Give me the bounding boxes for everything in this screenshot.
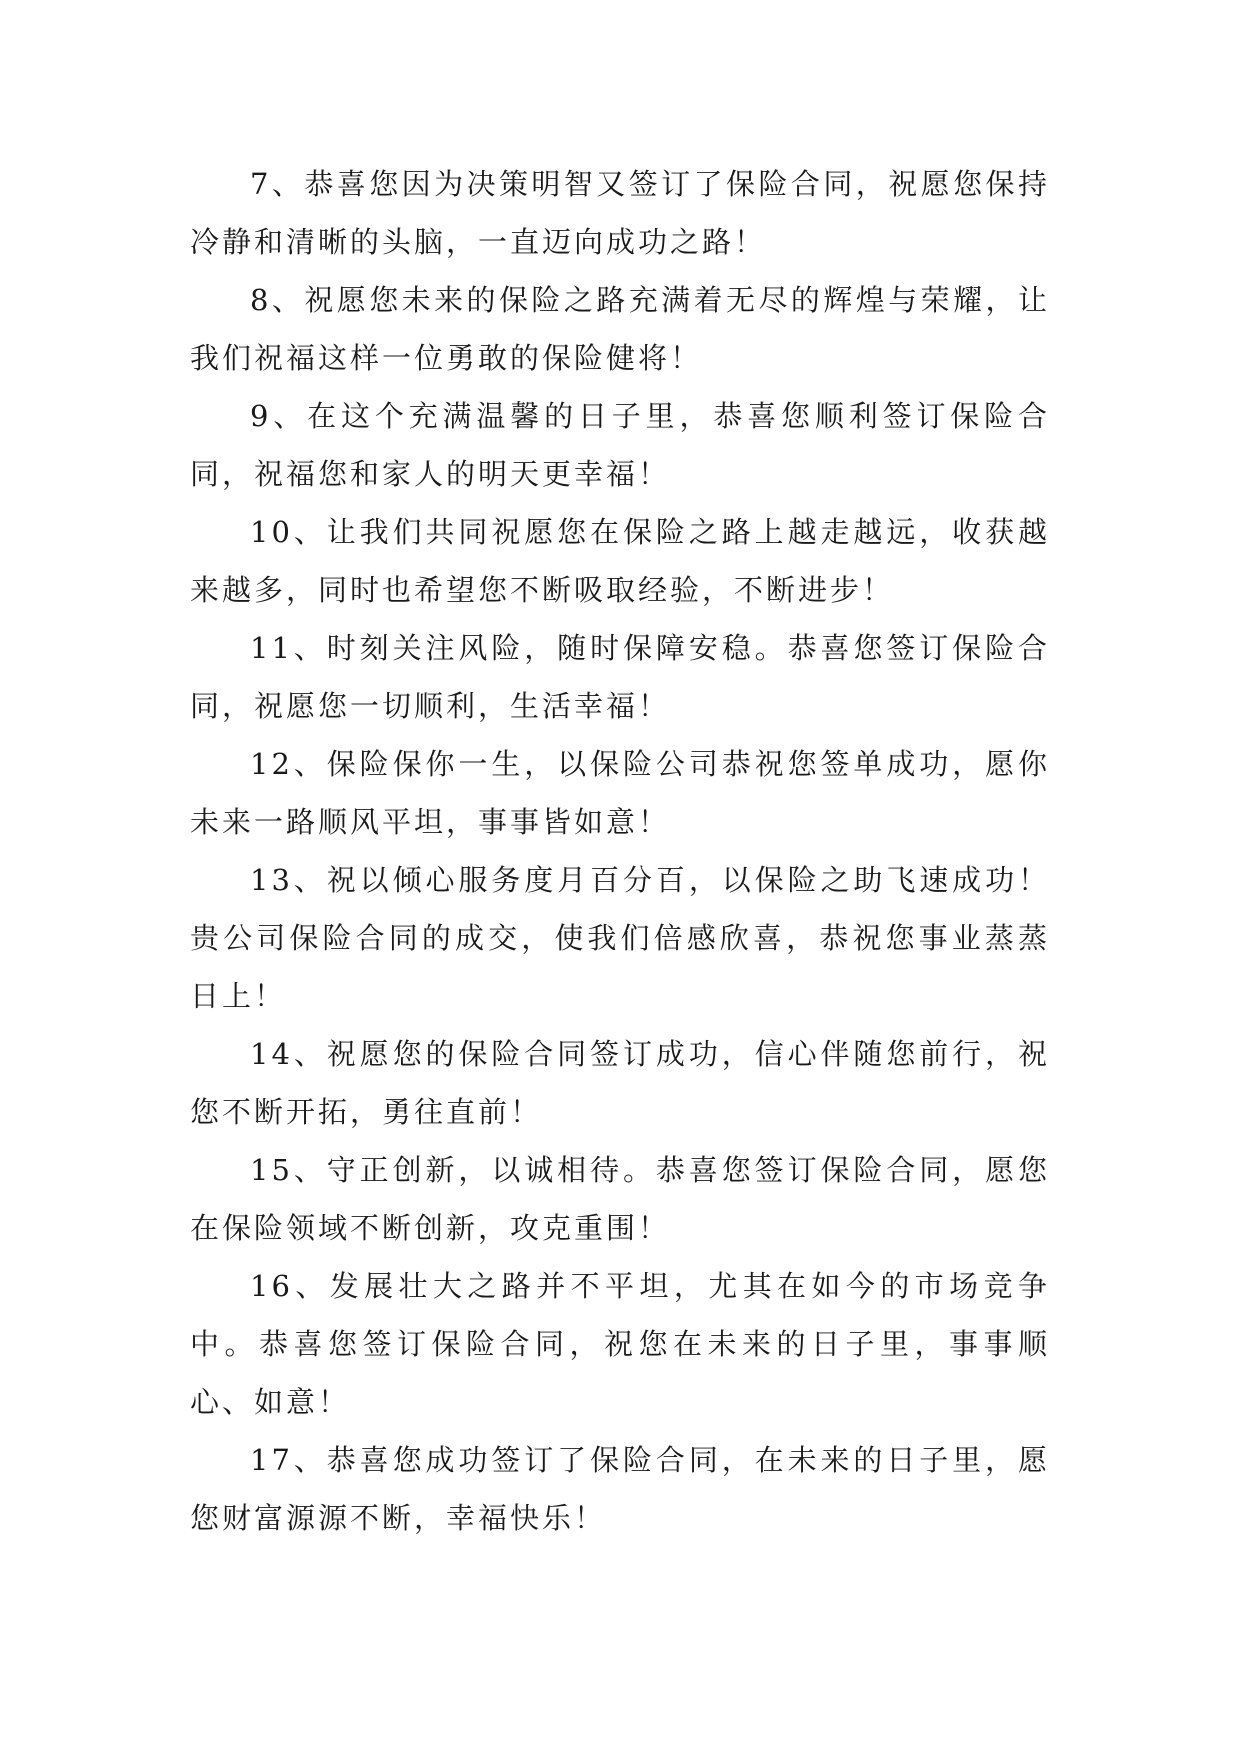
paragraph-17: 17、恭喜您成功签订了保险合同，在未来的日子里，愿您财富源源不断，幸福快乐！ xyxy=(190,1443,1050,1535)
paragraph-13: 13、祝以倾心服务度月百分百，以保险之助飞速成功！贵公司保险合同的成交，使我们倍感欣喜，恭祝您事业蒸蒸日上！ xyxy=(190,863,1050,1013)
paragraph-14: 14、祝愿您的保险合同签订成功，信心伴随您前行，祝您不断开拓，勇往直前！ xyxy=(190,1037,1050,1129)
paragraph-7: 7、恭喜您因为决策明智又签订了保险合同，祝愿您保持冷静和清晰的头脑，一直迈向成功之路！ xyxy=(190,167,1050,259)
paragraph-15: 15、守正创新，以诚相待。恭喜您签订保险合同，愿您在保险领域不断创新，攻克重围！ xyxy=(190,1153,1050,1245)
paragraph-16: 16、发展壮大之路并不平坦，尤其在如今的市场竞争中。恭喜您签订保险合同，祝您在未来的日子里，事事顺心、如意！ xyxy=(190,1269,1050,1419)
paragraph-9: 9、在这个充满温馨的日子里，恭喜您顺利签订保险合同，祝福您和家人的明天更幸福！ xyxy=(190,399,1050,491)
paragraph-11: 11、时刻关注风险，随时保障安稳。恭喜您签订保险合同，祝愿您一切顺利，生活幸福！ xyxy=(190,631,1050,723)
paragraph-8: 8、祝愿您未来的保险之路充满着无尽的辉煌与荣耀，让我们祝福这样一位勇敢的保险健将！ xyxy=(190,283,1050,375)
document-body xyxy=(190,155,1050,1547)
paragraph-12: 12、保险保你一生，以保险公司恭祝您签单成功，愿你未来一路顺风平坦，事事皆如意！ xyxy=(190,747,1050,839)
paragraph-10: 10、让我们共同祝愿您在保险之路上越走越远，收获越来越多，同时也希望您不断吸取经验，不断进步！ xyxy=(190,515,1050,607)
